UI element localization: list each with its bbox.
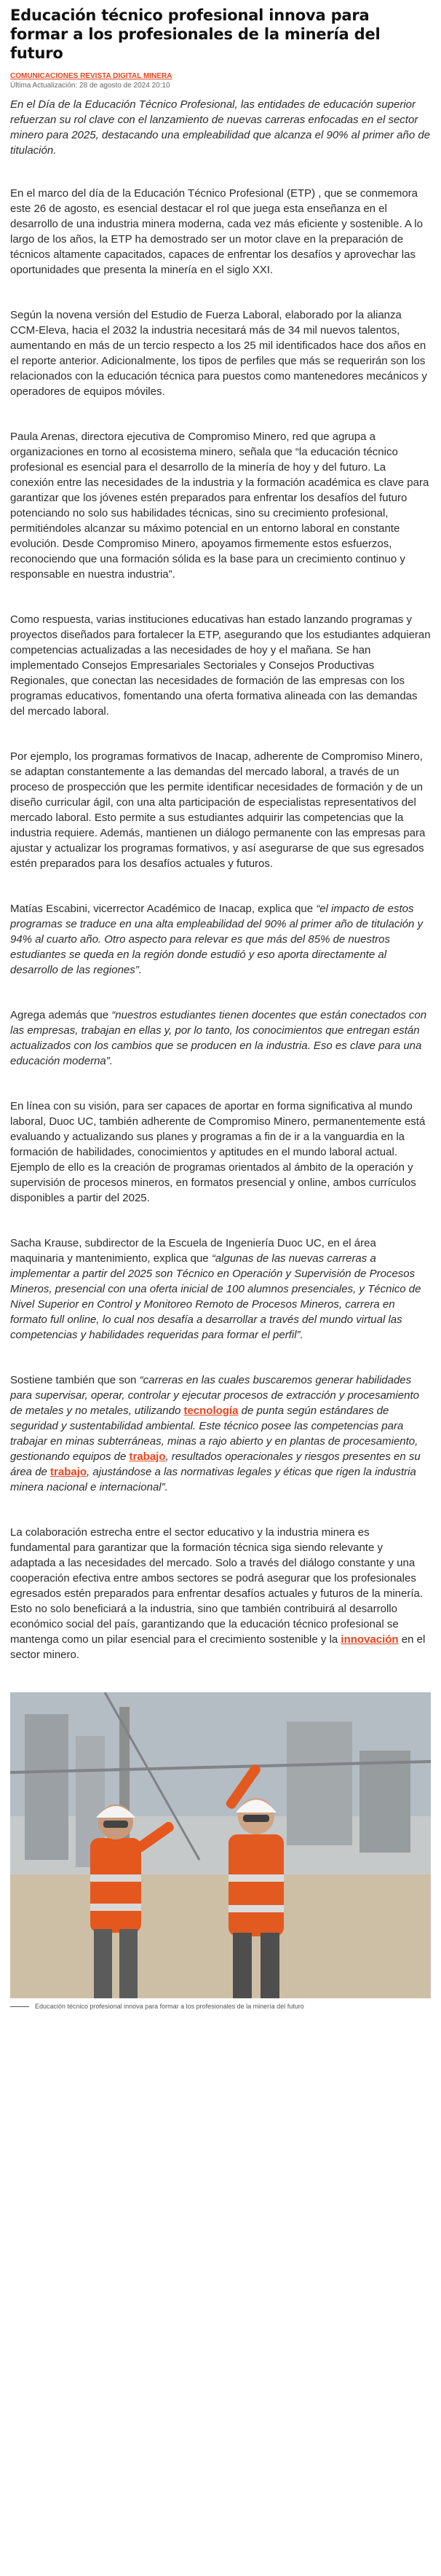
photo-caption	[10, 2003, 431, 2010]
paragraph-7-text: Agrega además que	[10, 1009, 112, 1021]
paragraph-11-text-a: La colaboración estrecha entre el sector educativo y la industria minera es fundamental para garantizar que la formación técnica siga siendo relevante y adaptada a las necesidades del mercado. Solo a través del diálogo constante y una cooperación efectiva entre ambos sectores se podrá asegurar que los profesionales egresados estén preparados para enfrentar desafíos actuales y futuros de la minería. Esto no solo beneficiará a la industria, sino que también contribuirá al desarrollo económico social del país, garantizando que la educación técnico profesional se mantenga como un pilar esencial para el crecimiento sostenible y la	[10, 1526, 424, 1646]
paragraph-6-quote: “el impacto de estos programas se traduce en una alta empleabilidad del 90% al primer año de titulación y 94% al cuarto año. Otro aspecto para relevar es que más del 85% de nuestros estudiantes se queda en la región donde estudió y eso aporta directamente al desarrollo de las regiones”.	[10, 903, 424, 976]
paragraph-10-quote-4: , ajustándose a las normativas legales y éticas que rigen la industria minera nacional e internacional”.	[10, 1466, 416, 1493]
paragraph-11-text-b: en el sector minero.	[10, 1633, 426, 1661]
keyword-link-innovacion[interactable]: innovación	[341, 1633, 399, 1646]
paragraph-11	[10, 1525, 431, 1662]
article-photo	[10, 1692, 431, 1998]
paragraph-7	[10, 1008, 431, 1069]
article-title: Educación técnico profesional innova para formar a los profesionales de la minería del futuro	[10, 7, 381, 62]
paragraph-5: Por ejemplo, los programas formativos de Inacap, adherente de Compromiso Minero, se adaptan constantemente a las demandas del mercado laboral, a través de un proceso de prospección que les permite identificar necesidades de formación y de un diseño curricular ágil, con una alta participación de especialistas representativos del mercado laboral. Esto permite a sus estudiantes adquirir las competencias que la industria requiere. Además, mantienen un diálogo permanente con las empresas para ajustar y actualizar los programas formativos, y así asegurarse de que sus egresados estén preparados para los desafíos actuales y futuros.	[10, 750, 426, 870]
author-link[interactable]: COMUNICACIONES REVISTA DIGITAL MINERA	[10, 72, 172, 80]
last-updated: Última Actualización: 28 de agosto de 2024 20:10	[10, 82, 170, 90]
photo-illustration	[10, 1692, 431, 1998]
paragraph-10	[10, 1373, 431, 1495]
paragraph-7-quote: “nuestros estudiantes tienen docentes que están conectados con las empresas, trabajan en ellas y, por lo tanto, los conocimientos que entregan están actualizados con los cambios que se producen en la industria. Eso es clave para una educación moderna”.	[10, 1009, 427, 1067]
article-lead: En el Día de la Educación Técnico Profesional, las entidades de educación superior refuerzan su rol clave con el lanzamiento de nuevas carreras enfocadas en el sector minero para 2025, destacando una empleabilidad que alcanza el 90% al primer año de titulación.	[10, 98, 431, 157]
paragraph-9-text: Sacha Krause, subdirector de la Escuela de Ingeniería Duoc UC, en el área maquinaria y mantenimiento, explica que	[10, 1237, 376, 1265]
keyword-link-trabajo-2[interactable]: trabajo	[50, 1466, 87, 1478]
paragraph-8: En línea con su visión, para ser capaces de aportar en forma significativa al mundo laboral, Duoc UC, también adherente de Compromiso Minero, permanentemente está evaluando y actualizando sus planes y programas a fin de ir a la vanguardia en la formación de habilidades, conocimientos y aptitudes en el mundo laboral actual. Ejemplo de ello es la creación de programas orientados al ámbito de la operación y supervisión de procesos mineros, en formatos presencial y online, ambos currículos disponibles a partir del 2025.	[10, 1100, 426, 1204]
paragraph-3: Paula Arenas, directora ejecutiva de Compromiso Minero, red que agrupa a organizaciones en torno al ecosistema minero, señala que “la educación técnico profesional es esencial para el desarrollo de la minería de hoy y del futuro. La conexión entre las necesidades de la industria y la formación académica es clave para garantizar que los jóvenes estén preparados para enfrentar los desafíos del futuro potenciando no solo sus habilidades técnicas, sino su crecimiento profesional, permitiéndoles alcanzar su máximo potencial en un entorno laboral en constante evolución. Desde Compromiso Minero, apoyamos firmemente estos esfuerzos, reconociendo que una formación sólida es la base para un crecimiento continuo y responsable en nuestra industria”.	[10, 431, 429, 581]
paragraph-10-quote-2: de punta según estándares de seguridad y sustentabilidad ambiental. Este técnico posee las competencias para trabajar en minas subterráneas, minas a rajo abierto y en plantas de procesamiento, gestionando equipos de	[10, 1405, 418, 1463]
photo-caption-text: Educación técnico profesional innova para formar a los profesionales de la minería del futuro	[35, 2003, 304, 2010]
keyword-link-tecnologia[interactable]: tecnología	[183, 1405, 239, 1417]
paragraph-6	[10, 901, 431, 978]
horizontal-rule-icon	[10, 2006, 29, 2007]
paragraph-1: En el marco del día de la Educación Técnico Profesional (ETP) , que se conmemora este 26 de agosto, es esencial destacar el rol que juega esta enseñanza en el desarrollo de una industria minera moderna, cada vez más eficiente y sostenible. A lo largo de los años, la ETP ha demostrado ser un motor clave en la preparación de técnicos altamente capacitados, capaces de enfrentar los desafíos y aprovechar las oportunidades que presenta la minería en el siglo XXI.	[10, 187, 423, 276]
paragraph-10-quote-1: “carreras en las cuales buscaremos generar habilidades para supervisar, operar, controlar y ejecutar procesos de extracción y procesamiento de metales y no metales, utilizando	[10, 1374, 419, 1417]
paragraph-6-text: Matías Escabini, vicerrector Académico de Inacap, explica que	[10, 903, 317, 915]
keyword-link-trabajo-1[interactable]: trabajo	[129, 1450, 166, 1463]
article-figure	[10, 1692, 431, 2010]
paragraph-2: Según la novena versión del Estudio de Fuerza Laboral, elaborado por la alianza CCM-Eleva, hacia el 2032 la industria necesitará más de 34 mil nuevos talentos, aumentando en más de un tercio respecto a los 25 mil identificados hace dos años en el reporte anterior. Adicionalmente, los tipos de perfiles que más se requerirán son los relacionados con la educación técnica para puestos como mantenedores mecánicos y operadores de equipos móviles.	[10, 309, 427, 398]
paragraph-10-text: Sostiene también que son	[10, 1374, 140, 1386]
paragraph-10-quote-3: , resultados operacionales y riesgos presentes en su área de	[10, 1450, 421, 1478]
paragraph-9	[10, 1236, 431, 1343]
paragraph-9-quote: “algunas de las nuevas carreras a implementar a partir del 2025 son Técnico en Operación y Supervisión de Procesos Mineros, presencial con una oferta inicial de 100 alumnos presenciales, y Técnico de Nivel Superior en Control y Monitoreo Remoto de Procesos Mineros, carrera en formato full online, lo cual nos desafía a desarrollar a través del mundo virtual las competencias y habilidades requeridas para formar el perfil”.	[10, 1252, 421, 1341]
paragraph-4: Como respuesta, varias instituciones educativas han estado lanzando programas y proyectos diseñados para fortalecer la ETP, asegurando que los estudiantes adquieran competencias actualizadas a las necesidades de hoy y el mañana. Se han implementado Consejos Empresariales Sectoriales y Consejos Productivas Regionales, que conectan las necesidades de formación de las empresas con los programas educativos, fomentando una oferta formativa alineada con las demandas del mercado laboral.	[10, 613, 431, 718]
